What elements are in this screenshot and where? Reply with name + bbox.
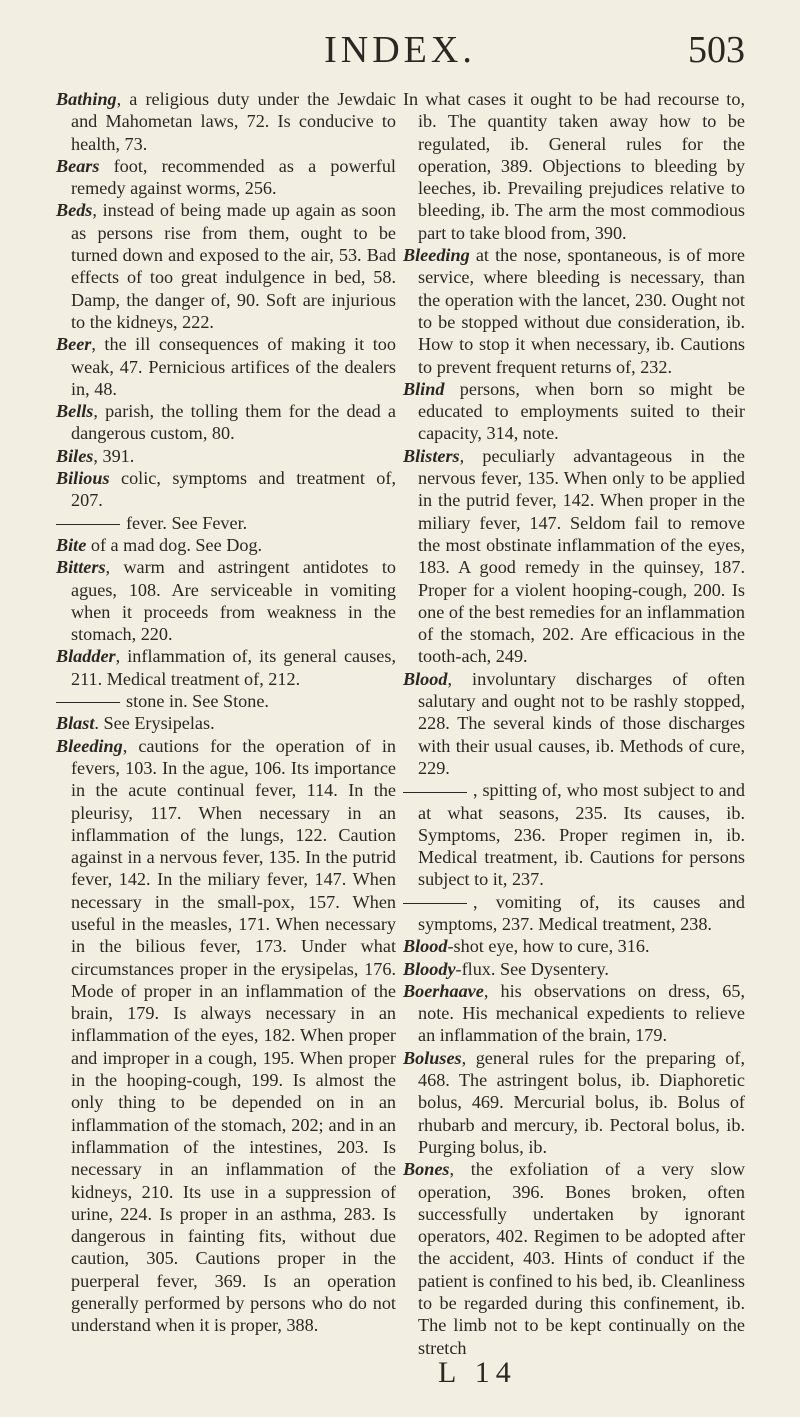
index-headword: Beer [56,334,92,355]
ditto-dash [56,524,120,525]
signature-mark: L 14 [438,1356,517,1389]
index-entry [403,445,745,668]
index-entry-text: persons, when born so might be educated to employments suited to their capacity, 314, note. [418,378,745,444]
index-entry-text: -flux. See Dysentery. [455,958,609,979]
left-column [56,88,396,1337]
index-headword: Bladder [56,646,116,667]
index-entry-text: , involuntary discharges of often salutary and ought not to be rashly stopped, 228. The several kinds of those discharges with their usual causes, ib. Methods of cure, 229. [418,668,745,778]
index-entry [403,891,745,936]
index-headword: Blast [56,713,95,734]
index-entry-text: , cautions for the operation of in fevers, 103. In the ague, 106. Its importance in the acute continual fever, 114. In the pleurisy, 117. When necessary in an inflammation of the lungs, 122. Caution against in a nervous fever, 135. In the putrid fever, 142. In the miliary fever, 147. When necessary in the small-pox, 157. When useful in the measles, 171. When necessary in the bilious fever, 173. Under what circumstances proper in the erysipelas, 176. Mode of proper in an inflammation of the brain, 179. Is always necessary in an inflammation of the eyes, 182. When proper and improper in a cough, 195. When proper in the hooping-cough, 199. Is almost the only thing to be depended on in an inflammation of the stomach, 202; and in an inflammation of the intestines, 203. Is necessary in an inflammation of the kidneys, 210. Its use in a suppression of urine, 224. Is proper in an asthma, 283. Is dangerous in fainting fits, without due caution, 305. Cautions proper in the puerperal fever, 369. Is an operation generally performed by persons who do not understand when it is proper, 388. [71,735,396,1336]
index-headword: Bells [56,401,94,422]
index-entry-text: , the exfoliation of a very slow operation, 396. Bones broken, often successfully undertaken by ignorant operators, 402. Regimen to be adopted after the accident, 403. Hints of conduct if the patient is confined to his bed, ib. Cleanliness to be regarded during this confinement, ib. The limb not to be kept continually on the stretch [418,1159,745,1358]
index-entry [56,556,396,645]
running-head: INDEX. [324,29,476,71]
index-headword: Bite [56,534,87,555]
index-headword: Biles [56,445,94,466]
index-headword: Bleeding [403,245,470,266]
index-headword: Bears [56,155,100,176]
index-headword: Bathing [56,89,117,109]
index-entry-text: , parish, the tolling them for the dead a dangerous custom, 80. [71,401,396,444]
page-header [55,28,745,84]
index-entry-text: at the nose, spontaneous, is of more service, where bleeding is necessary, than the operation with the lancet, 230. Ought not to be stopped without due consideration, ib. How to stop it when necessary, ib. Cautions to prevent frequent returns of, 232. [418,245,745,377]
index-entry-text: In what cases it ought to be had recourse to, ib. The quantity taken away how to be regulated, ib. General rules for the operation, 389. Objections to bleeding by leeches, ib. Prevailing prejudices relative to bleeding, ib. The arm the most commodious part to take blood from, 390. [403,89,745,243]
index-entry [56,400,396,445]
index-entry-text: -shot eye, how to cure, 316. [447,936,650,957]
index-headword: Boerhaave [403,980,484,1001]
index-headword: Blisters [403,445,460,466]
index-headword: Bloody [403,958,456,979]
ditto-dash [403,792,467,793]
index-entry-text: , the ill consequences of making it too weak, 47. Pernicious artifices of the dealers in, 48. [71,334,396,399]
index-entry [56,88,396,155]
index-entry [403,378,745,445]
index-headword: Beds [56,200,93,221]
index-entry-text: foot, recommended as a powerful remedy against worms, 256. [71,155,396,199]
index-entry-text: colic, symptoms and treatment of, 207. [71,468,396,511]
index-entry-text: , general rules for the preparing of, 468. The astringent bolus, ib. Diaphoretic bolus, 469. Mercurial bolus, ib. Bolus of rhubarb and mercury, ib. Pectoral bolus, ib. Purging bolus, ib. [418,1047,745,1157]
index-entry [56,712,396,734]
index-headword: Boluses [403,1047,462,1068]
index-entry [403,1158,745,1359]
ditto-dash [403,903,467,904]
index-entry-text: fever. See Fever. [126,512,248,533]
index-entry [403,88,745,244]
index-entry [56,645,396,690]
index-entry [403,935,745,957]
index-entry [403,244,745,378]
index-entry-text: , inflammation of, its general causes, 211. Medical treatment of, 212. [71,646,396,689]
ditto-dash [56,702,120,703]
index-entry-text: stone in. See Stone. [126,691,269,712]
index-headword: Bones [403,1159,450,1180]
index-entry [403,1047,745,1158]
index-headword: Bleeding [56,735,123,756]
index-entry [56,467,396,512]
index-entry-text: . See Erysipelas. [94,713,215,734]
index-entry [56,512,396,534]
index-entry [403,779,745,890]
index-entry [403,668,745,779]
index-entry-text: , spitting of, who most subject to and at what seasons, 235. Its causes, ib. Symptoms, 236. Proper regimen in, ib. Medical treatment, ib. Cautions for persons subject to it, 237. [418,780,745,890]
index-headword: Blood [403,936,448,957]
index-entry-text: of a mad dog. See Dog. [86,534,263,555]
index-entry-text: , peculiarly advantageous in the nervous fever, 135. When only to be applied in the putrid fever, 142. When proper in the miliary fever, 147. Seldom fail to remove the most obstinate inflammation of the eyes, 183. A good remedy in the quinsey, 187. Proper for a violent hooping-cough, 200. Is one of the best remedies for an inflammation of the stomach, 202. Are efficacious in the tooth-ach, 249. [418,445,745,667]
index-entry [56,445,396,467]
index-headword: Bitters [56,557,106,578]
index-entry [56,534,396,556]
index-entry [56,333,396,400]
index-entry-text: , a religious duty under the Jewdaic and Mahometan laws, 72. Is conducive to health, 73. [71,89,396,154]
index-entry [56,199,396,333]
index-entry [56,155,396,200]
index-entry [403,958,745,980]
index-entry [403,980,745,1047]
page-number: 503 [688,29,745,71]
index-entry-text: , vomiting of, its causes and symptoms, 237. Medical treatment, 238. [418,891,745,934]
index-headword: Blind [403,378,445,399]
index-entry [56,735,396,1337]
index-entry-text: , instead of being made up again as soon as persons rise from them, ought to be turned down and exposed to the air, 53. Bad effects of too great indulgence in bed, 58. Damp, the danger of, 90. Soft are injurious to the kidneys, 222. [71,200,396,332]
right-column [403,88,745,1359]
index-headword: Blood [403,668,448,689]
index-entry-text: , 391. [93,445,135,466]
index-headword: Bilious [56,468,110,489]
index-entry-text: , his observations on dress, 65, note. His mechanical expedients to relieve an inflammation of the brain, 179. [418,980,745,1046]
index-entry-text: , warm and astringent antidotes to agues, 108. Are serviceable in vomiting when it proceeds from weakness in the stomach, 220. [71,557,396,645]
index-entry [56,690,396,712]
